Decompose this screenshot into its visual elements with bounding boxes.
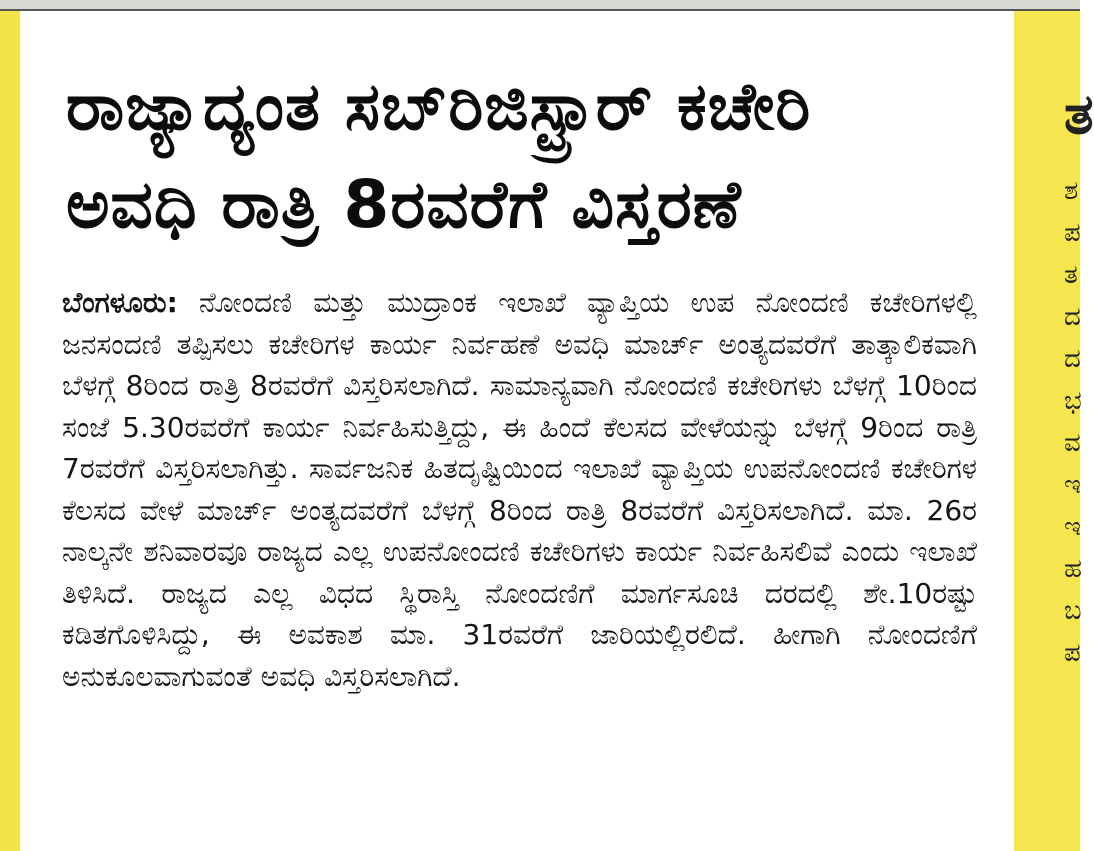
adjacent-text-fragment: ಪ [1064,218,1081,248]
adjacent-text-fragment: ಬ [1064,596,1082,626]
article-body-text: ನೋಂದಣಿ ಮತ್ತು ಮುದ್ರಾಂಕ ಇಲಾಖೆ ವ್ಯಾಪ್ತಿಯ ಉಪ ನೋಂದಣಿ ಕಚೇರಿಗಳಲ್ಲಿ ಜನಸಂದಣಿ ತಪ್ಪಿಸಲು ಕಚೇರಿಗಳ ಕಾರ್ಯ ನಿರ್ವಹಣೆ ಅವಧಿ ಮಾರ್ಚ್ ಅಂತ್ಯದವರೆಗೆ ತಾತ್ಕಾಲಿಕವಾಗಿ ಬೆಳಗ್ಗೆ 8ರಿಂದ ರಾತ್ರಿ 8ರವರೆಗೆ ವಿಸ್ತರಿಸಲಾಗಿದೆ. ಸಾಮಾನ್ಯವಾಗಿ ನೋಂದಣಿ ಕಚೇರಿಗಳು ಬೆಳಗ್ಗೆ 10ರಿಂದ ಸಂಜೆ 5.30ರವರೆಗೆ ಕಾರ್ಯ ನಿರ್ವಹಿಸುತ್ತಿದ್ದು, ಈ ಹಿಂದೆ ಕೆಲಸದ ವೇಳೆಯನ್ನು ಬೆಳಗ್ಗೆ 9ರಿಂದ ರಾತ್ರಿ 7ರವರೆಗೆ ವಿಸ್ತರಿಸಲಾಗಿತ್ತು. ಸಾರ್ವಜನಿಕ ಹಿತದೃಷ್ಟಿಯಿಂದ ಇಲಾಖೆ ವ್ಯಾಪ್ತಿಯ ಉಪನೋಂದಣಿ ಕಚೇರಿಗಳ ಕೆಲಸದ ವೇಳೆ ಮಾರ್ಚ್ ಅಂತ್ಯದವರೆಗೆ ಬೆಳಗ್ಗೆ 8ರಿಂದ ರಾತ್ರಿ 8ರವರೆಗೆ ವಿಸ್ತರಿಸಲಾಗಿದೆ. ಮಾ. 26ರ ನಾಲ್ಕನೇ ಶನಿವಾರವೂ ರಾಜ್ಯದ ಎಲ್ಲ ಉಪನೋಂದಣಿ ಕಚೇರಿಗಳು ಕಾರ್ಯ ನಿರ್ವಹಿಸಲಿವೆ ಎಂದು ಇಲಾಖೆ ತಿಳಿಸಿದೆ. ರಾಜ್ಯದ ಎಲ್ಲ ವಿಧದ ಸ್ಥಿರಾಸ್ತಿ ನೋಂದಣಿಗೆ ಮಾರ್ಗಸೂಚಿ ದರದಲ್ಲಿ ಶೇ.10ರಷ್ಟು ಕಡಿತಗೊಳಿಸಿದ್ದು, ಈ ಅವಕಾಶ ಮಾ. 31ರವರೆಗೆ ಜಾರಿಯಲ್ಲಿರಲಿದೆ. ಹೀಗಾಗಿ ನೋಂದಣಿಗೆ ಅನುಕೂಲವಾಗುವಂತೆ ಅವಧಿ ವಿಸ್ತರಿಸಲಾಗಿದೆ. [62,286,977,693]
adjacent-text-fragment: ಹ [1064,554,1083,584]
adjacent-text-fragment: ಇ [1064,470,1081,500]
adjacent-text-fragment: ದ [1064,344,1081,374]
adjacent-headline-fragment: ತ [1064,82,1094,147]
adjacent-text-fragment: ತ [1064,260,1078,290]
adjacent-text-fragment: ಶ [1064,176,1079,206]
headline-line-2: ಅವಧಿ ರಾತ್ರಿ 8ರವರೆಗೆ ವಿಸ್ತರಣೆ [66,166,742,243]
top-border [0,0,1080,11]
news-article [46,58,1006,697]
adjacent-article-cut-off [1064,60,1094,820]
left-yellow-margin [0,11,20,851]
article-body [62,282,977,697]
adjacent-text-fragment: ಪ [1064,638,1081,668]
dateline: ಬೆಂಗಳೂರು: [62,286,178,319]
adjacent-text-fragment: ಇ [1064,512,1081,542]
adjacent-text-fragment: ವ [1064,428,1081,458]
article-headline [66,58,1006,254]
adjacent-text-fragment: ದ [1064,302,1081,332]
headline-line-1: ರಾಜ್ಯಾದ್ಯಂತ ಸಬ್‌ರಿಜಿಸ್ಟ್ರಾರ್ ಕಚೇರಿ [66,68,812,145]
adjacent-text-fragment: ಭ [1064,386,1082,416]
